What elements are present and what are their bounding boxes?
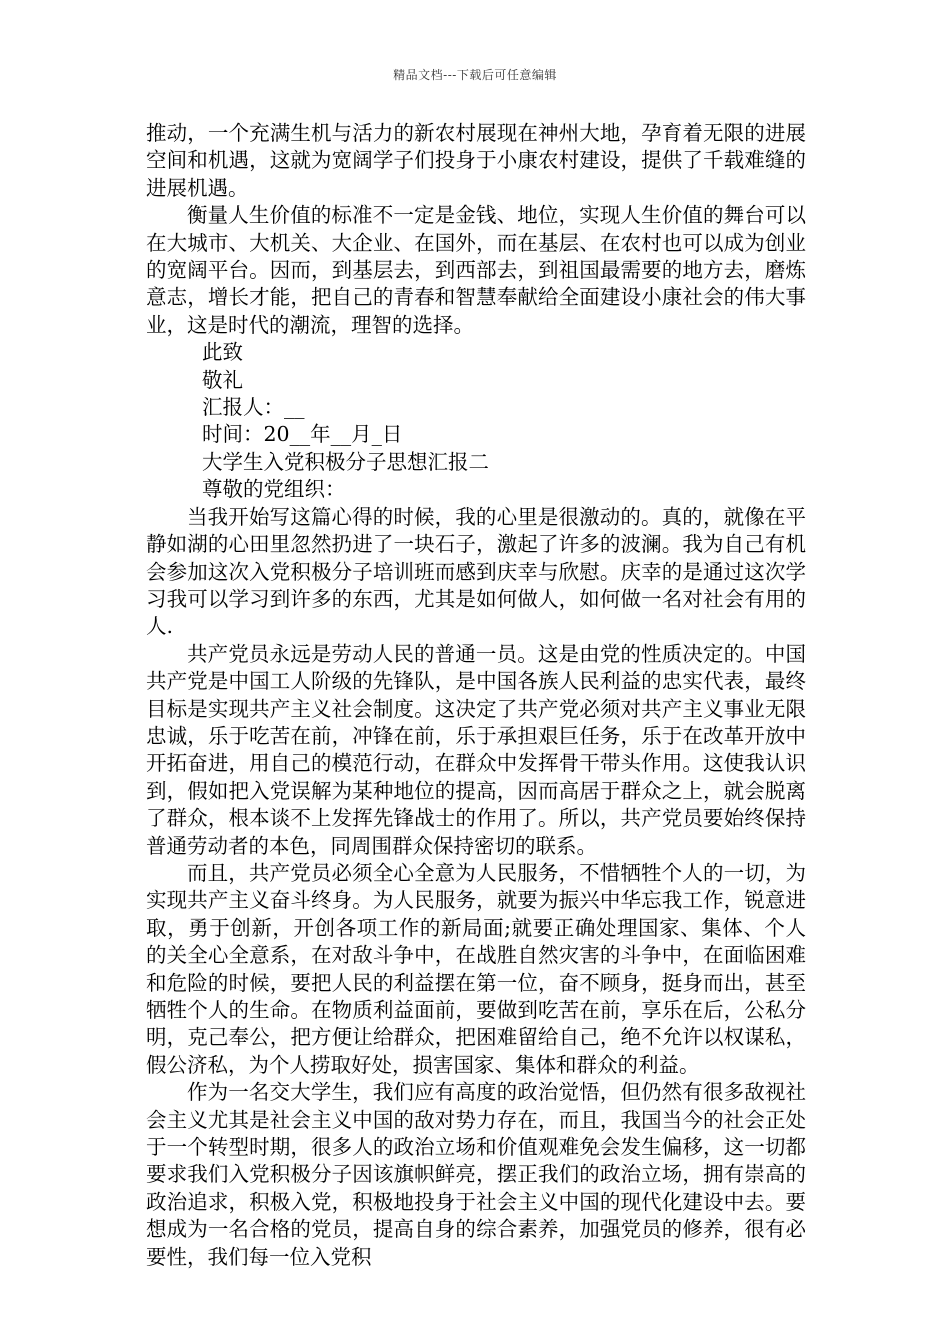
- paragraph-student-awareness: 作为一名交大学生，我们应有高度的政治觉悟，但仍然有很多敌视社会主义尤其是社会主义中国的敌对势力存在，而且，我国当今的社会正处于一个转型时期，很多人的政治立场和价值观难免会发生偏移，这一切都要求我们入党积极分子因该旗帜鲜亮，摆正我们的政治立场，拥有崇高的政治追求，积极入党，积极地投身于社会主义中国的现代化建设中去。要想成为一名合格的党员，提高自身的综合素养，加强党员的修养，很有必要性，我们每一位入党积: [146, 1080, 806, 1269]
- page-header: 精品文档---下载后可任意编辑: [393, 68, 557, 82]
- paragraph-serve-people: 而且，共产党员必须全心全意为人民服务，不惜牺牲个人的一切，为实现共产主义奋斗终身。为人民服务，就要为振兴中华忘我工作，锐意进取，勇于创新，开创各项工作的新局面;就要正确处理国家、集体、个人的关全心全意系，在对敌斗争中，在战胜自然灾害的斗争中，在面临困难和危险的时候，要把人民的利益摆在第一位，奋不顾身，挺身而出，甚至牺牲个人的生命。在物质利益面前，要做到吃苦在前，享乐在后，公私分明，克己奉公，把方便让给群众，把困难留给自己，绝不允许以权谋私，假公济私，为个人捞取好处，损害国家、集体和群众的利益。: [146, 860, 806, 1077]
- closing-regards: 敬礼: [202, 367, 243, 392]
- closing-salutation: 此致: [202, 340, 243, 365]
- reporter-line: 汇报人：__: [202, 395, 305, 420]
- report-two-title: 大学生入党积极分子思想汇报二: [202, 449, 489, 474]
- date-line: 时间：20__年__月_日: [202, 422, 403, 447]
- greeting-line: 尊敬的党组织：: [202, 477, 346, 502]
- document-body: [146, 120, 806, 1271]
- paragraph-life-value: 衡量人生价值的标准不一定是金钱、地位，实现人生价值的舞台可以在大城市、大机关、大企业、在国外，而在基层、在农村也可以成为创业的宽阔平台。因而，到基层去，到西部去，到祖国最需要的地方去，磨炼意志，增长才能，把自己的青春和智慧奉献给全面建设小康社会的伟大事业，这是时代的潮流，理智的选择。: [146, 203, 806, 337]
- paragraph-continuation: 推动，一个充满生机与活力的新农村展现在神州大地，孕育着无限的进展空间和机遇，这就为宽阔学子们投身于小康农村建设，提供了千载难缝的进展机遇。: [146, 121, 806, 200]
- paragraph-party-member: 共产党员永远是劳动人民的普通一员。这是由党的性质决定的。中国共产党是中国工人阶级的先锋队，是中国各族人民利益的忠实代表，最终目标是实现共产主义社会制度。这决定了共产党必须对共产主义事业无限忠诚，乐于吃苦在前，冲锋在前，乐于承担艰巨任务，乐于在改革开放中开拓奋进，用自己的模范行动，在群众中发挥骨干带头作用。这使我认识到，假如把入党误解为某种地位的提高，因而高居于群众之上，就会脱离了群众，根本谈不上发挥先锋战士的作用了。所以，共产党员要始终保持普通劳动者的本色，同周围群众保持密切的联系。: [146, 641, 806, 858]
- paragraph-feelings: 当我开始写这篇心得的时候，我的心里是很激动的。真的，就像在平静如湖的心田里忽然扔进了一块石子，激起了许多的波澜。我为自己有机会参加这次入党积极分子培训班而感到庆幸与欣慰。庆幸的是通过这次学习我可以学习到许多的东西，尤其是如何做人，如何做一名对社会有用的人.: [146, 504, 806, 639]
